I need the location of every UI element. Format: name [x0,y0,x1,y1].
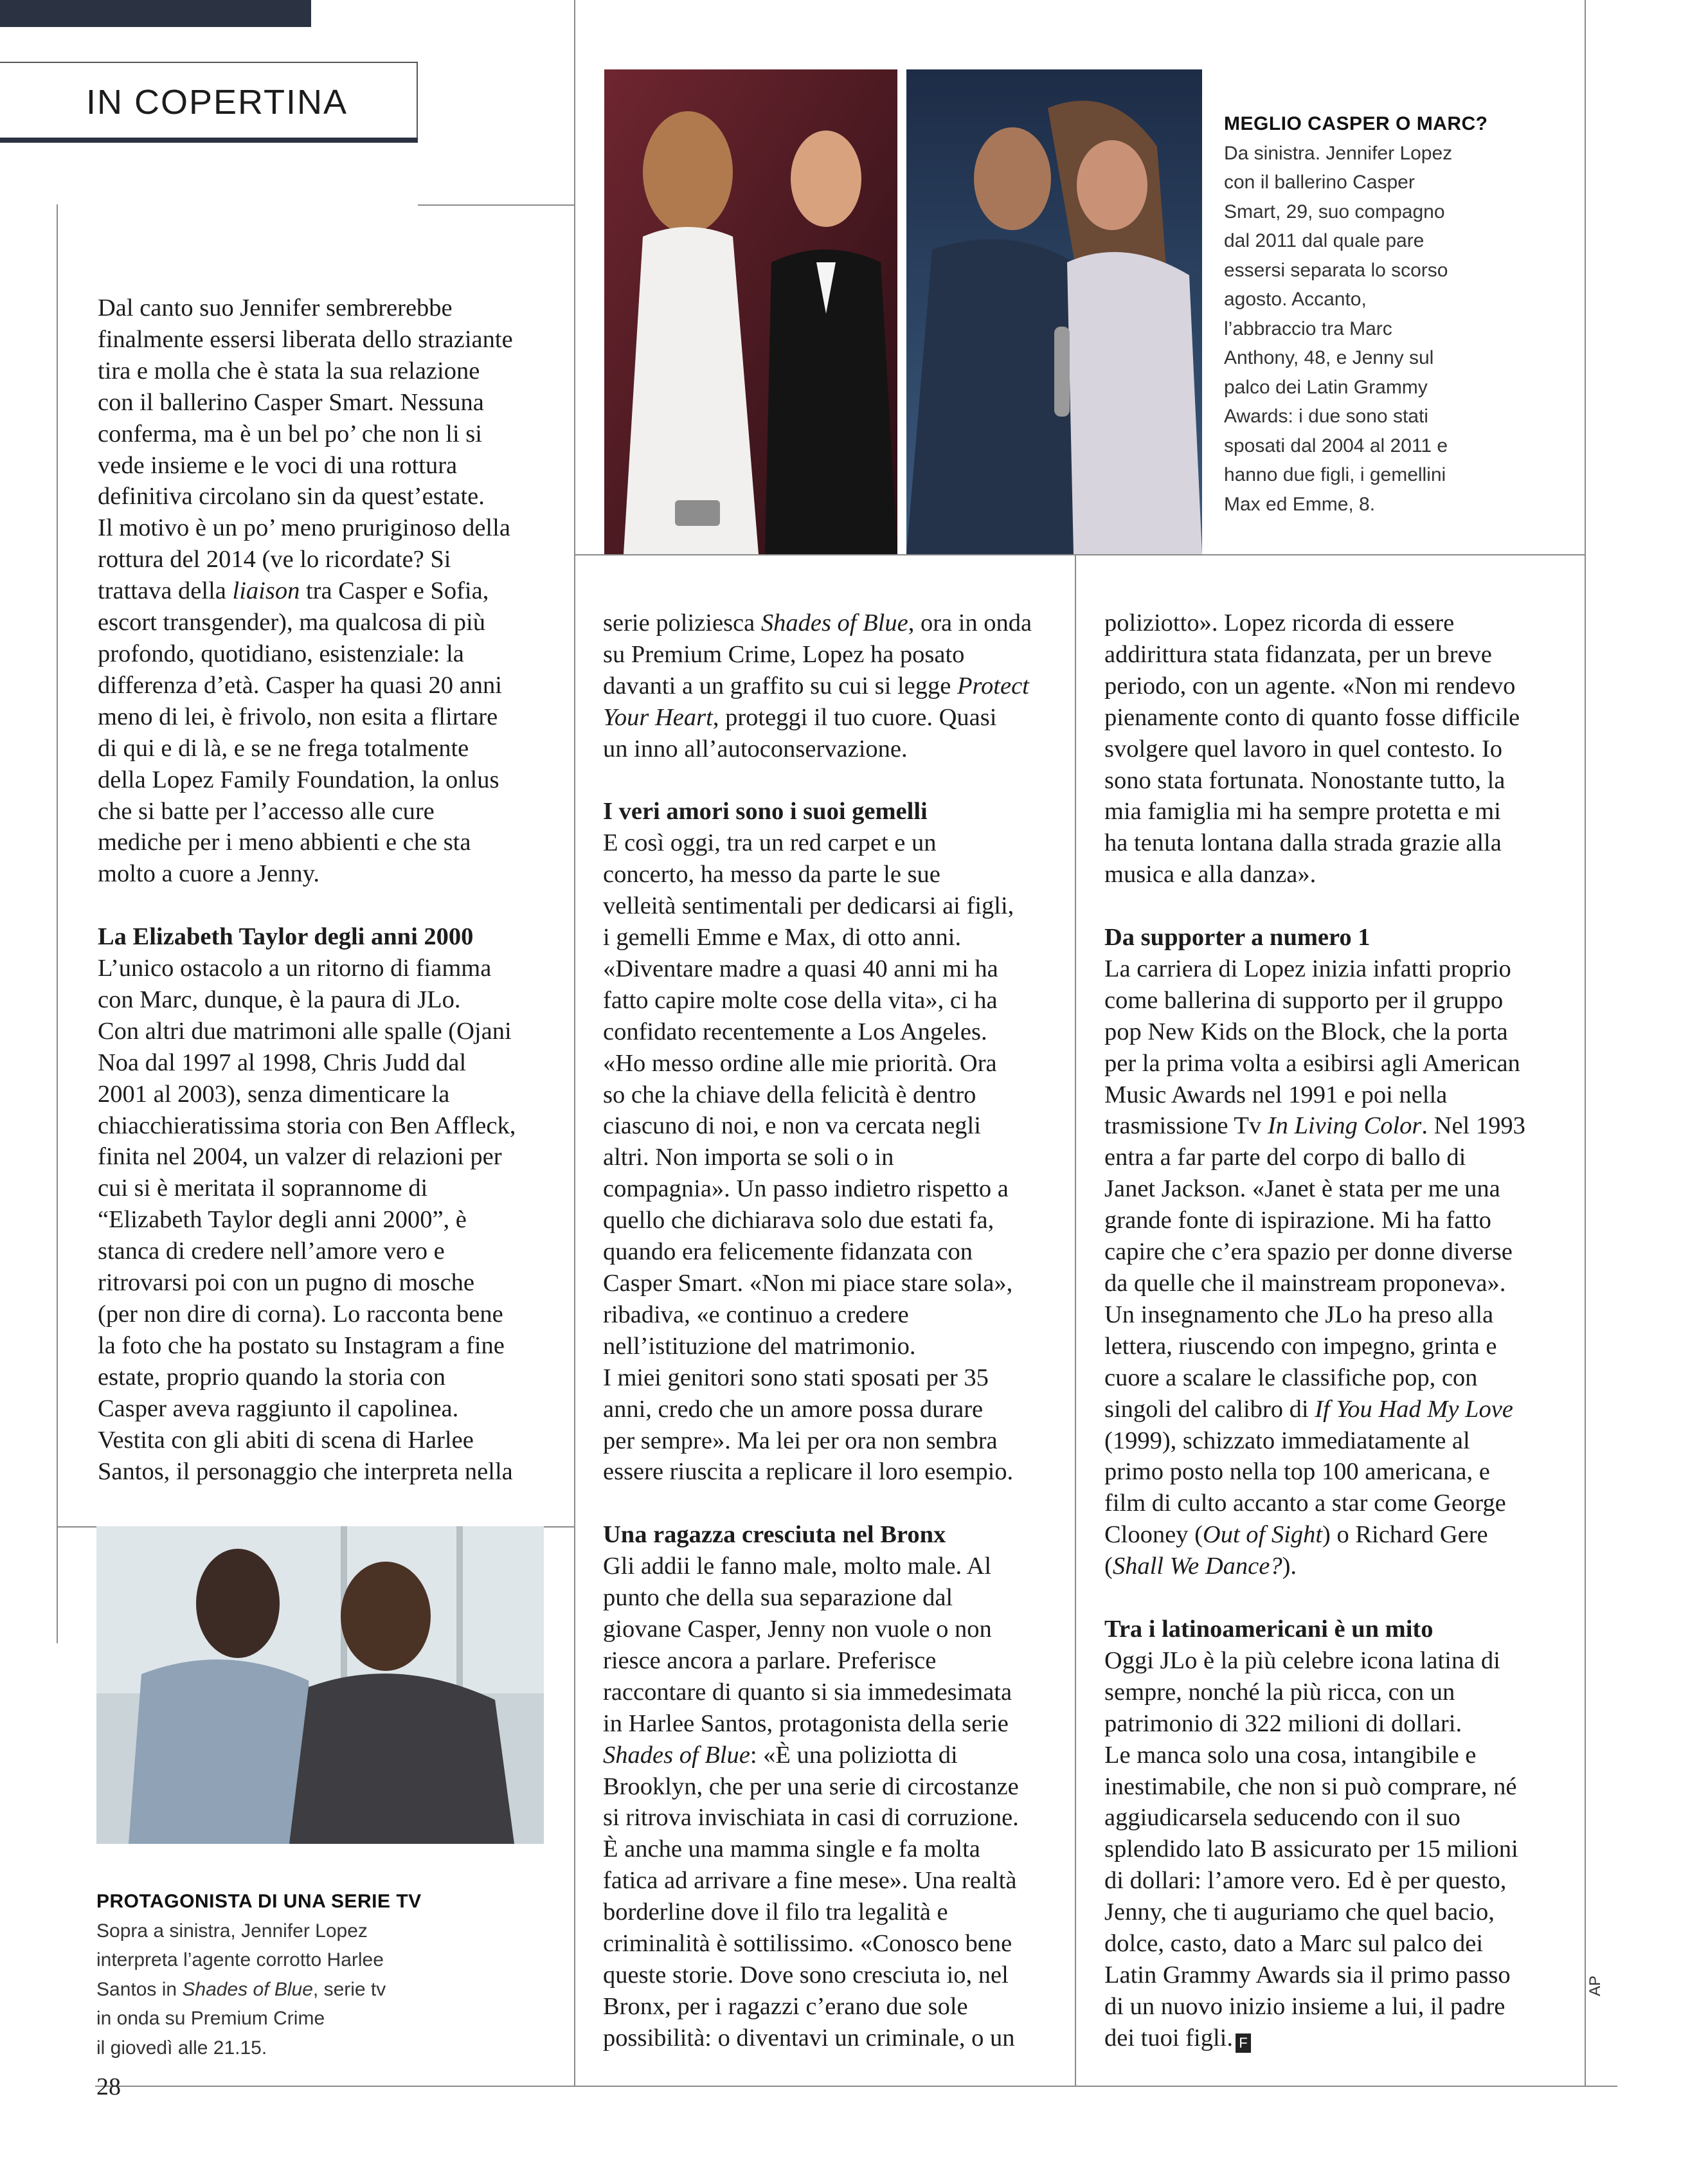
text-line [1104,1394,1567,1425]
text-line: un inno all’autoconservazione. [603,735,908,762]
text-line: confidato recentemente a Los Angeles. [603,1018,987,1045]
text-line: cuore a scalare le classifiche pop, con [1104,1364,1478,1391]
text-line [1104,1519,1567,1551]
column-divider-top [574,0,575,2086]
text-line: Con altri due matrimoni alle spalle (Ojani [98,1017,512,1045]
text-line: possibilità: o diventavi un criminale, o un [603,2024,1015,2051]
text-line: borderline dove il filo tra legalità e [603,1898,948,1926]
text-line: molto a cuore a Jenny. [98,860,319,888]
text-line: periodo, con un agente. «Non mi rendevo [1104,672,1516,699]
text-line: in Harlee Santos, protagonista della serie [603,1709,1009,1737]
text-line: splendido lato B assicurato per 15 milioni [1104,1835,1518,1863]
text-line: primo posto nella top 100 americana, e [1104,1458,1490,1486]
text-span: ) o Richard Gere [1322,1521,1488,1549]
text-line: capire che c’era spazio per donne diverse [1104,1238,1513,1266]
text-line: sono stata fortunata. Nonostante tutto, la [1104,766,1506,794]
text-line: di qui e di là, e se ne frega totalmente [98,734,469,762]
text-line: finita nel 2004, un valzer di relazioni per [98,1143,502,1171]
caption-meglio-casper-o-marc [1224,109,1571,519]
text-line: sempre, nonché la più ricca, con un [1104,1678,1455,1706]
text-line [98,575,558,607]
text-line: Il motivo è un po’ meno pruriginoso della [98,514,510,542]
text-span: : «È una poliziotta di [750,1741,958,1769]
text-line: Santos, il personaggio che interpreta nella [98,1457,513,1485]
text-line: addirittura stata fidanzata, per un breve [1104,640,1492,668]
text-line: Bronx, per i ragazzi c’erano due sole [603,1992,968,2020]
text-line: ciascuno di noi, e non va cercata negli [603,1112,981,1140]
subheading: Tra i latinoamericani è un mito [1104,1615,1434,1643]
text-line: finalmente essersi liberata dello straziante [98,325,513,353]
text-line: conferma, ma è un bel po’ che non li si [98,420,482,447]
text-line [603,608,1063,639]
section-label-box [0,62,418,139]
caption-text: Santos in [96,1978,183,2000]
text-line: rottura del 2014 (ve lo ricordate? Si [98,546,451,573]
caption-line: palco dei Latin Grammy [1224,376,1428,398]
caption-series-title: Shades of Blue [182,1978,313,2000]
text-line: profondo, quotidiano, esistenziale: la [98,640,464,667]
text-line: su Premium Crime, Lopez ha posato [603,640,965,668]
text-line: quello che dichiarava solo due estati fa, [603,1207,994,1234]
page-number: 28 [96,2073,121,2100]
text-line: criminalità è sottilissimo. «Conosco bene [603,1930,1012,1958]
text-line: mediche per i meno abbienti e che sta [98,829,471,856]
text-line: tira e molla che è stata la sua relazione [98,357,480,384]
caption-line: Da sinistra. Jennifer Lopez [1224,142,1453,164]
text-line: L’unico ostacolo a un ritorno di fiamma [98,955,492,982]
text-line: fatto capire molte cose della vita», ci ha [603,986,998,1014]
text-line: ritrovarsi poi con un pugno di mosche [98,1269,474,1297]
caption-title: PROTAGONISTA DI UNA SERIE TV [96,1891,422,1912]
caption-line: agosto. Accanto, [1224,289,1367,310]
text-line: differenza d’età. Casper ha quasi 20 anni [98,671,502,699]
text-line: punto che della sua separazione dal [603,1584,953,1612]
text-line: (per non dire di corna). Lo racconta bene [98,1300,503,1328]
text-line: “Elizabeth Taylor degli anni 2000”, è [98,1206,467,1234]
text-line [1104,2023,1567,2054]
text-line: essere riuscita a replicare il loro esempio. [603,1458,1014,1486]
text-span: tra Casper e Sofia, [300,577,489,605]
text-line: di un nuovo inizio insieme a lui, il padre [1104,1992,1506,2020]
paragraph [1104,953,1567,1582]
text-line: vede insieme e le voci di una rottura [98,451,458,479]
caption-line: interpreta l’agente corrotto Harlee [96,1949,384,1970]
text-line [603,671,1063,702]
text-line: compagnia». Un passo indietro rispetto a [603,1175,1009,1203]
film-title: Out of Sight [1202,1521,1323,1549]
text-line: velleità sentimentali per dedicarsi ai figli, [603,892,1014,920]
left-frame-rule [57,204,58,1643]
text-line: dolce, casto, dato a Marc sul palco dei [1104,1930,1484,1958]
text-line: della Lopez Family Foundation, la onlus [98,766,499,793]
text-line: fatica ad arrivare a fine mese». Una realtà [603,1867,1017,1895]
text-line: mia famiglia mi ha sempre protetta e mi [1104,798,1501,825]
text-line: escort transgender), ma qualcosa di più [98,609,485,636]
text-line [603,1740,1063,1771]
article-column-1 [98,293,558,1487]
text-span: dei tuoi figli. [1104,2024,1233,2051]
text-line: con il ballerino Casper Smart. Nessuna [98,388,484,416]
caption-line: Awards: i due sono stati [1224,406,1428,427]
text-line: Le manca solo una cosa, intangibile e [1104,1741,1477,1769]
text-line: per la prima volta a esibirsi agli American [1104,1049,1520,1077]
caption-protagonista-serie-tv [96,1887,559,2062]
caption-line: Anthony, 48, e Jenny sul [1224,347,1434,368]
text-line: Noa dal 1997 al 1998, Chris Judd dal [98,1049,467,1076]
left-frame-top-rule [418,204,575,206]
text-line: E così oggi, tra un red carpet e un [603,829,937,857]
article-column-3 [1104,608,1567,2054]
text-line: Jenny, che ti auguriamo che quel bacio, [1104,1898,1495,1926]
caption-line: con il ballerino Casper [1224,172,1415,193]
text-span: ( [1104,1553,1113,1580]
text-line: con Marc, dunque, è la paura di JLo. [98,986,461,1013]
text-line: entra a far parte del corpo di ballo di [1104,1144,1466,1171]
photo-credit: AP [1587,1975,1604,1996]
paragraph [603,1551,1063,2054]
subheading: La Elizabeth Taylor degli anni 2000 [98,923,474,951]
text-line: Dal canto suo Jennifer sembrerebbe [98,294,453,321]
caption-line: dal 2011 dal quale pare [1224,230,1425,251]
caption-line: essersi separata lo scorso [1224,259,1448,281]
paragraph [98,293,558,890]
column-divider-right [1075,554,1076,2086]
text-line: chiacchieratissima storia con Ben Affleck, [98,1112,516,1139]
section-label-underbar [0,138,418,143]
end-of-article-mark: F [1236,2033,1251,2053]
text-line: «Diventare madre a quasi 40 anni mi ha [603,955,998,982]
text-line: musica e alla danza». [1104,861,1317,888]
subheading: Una ragazza cresciuta nel Bronx [603,1521,946,1549]
photo-lopez-and-marc-anthony-hug [906,69,1202,554]
text-line [603,702,1063,734]
text-line: lettera, riuscendo con impegno, grinta e [1104,1332,1497,1360]
text-line: anni, credo che un amore possa durare [603,1395,984,1423]
text-line: definitiva circolano sin da quest’estate. [98,483,485,510]
caption-line: Max ed Emme, 8. [1224,493,1376,515]
photo-shades-of-blue-scene [96,1526,544,1844]
paragraph [603,608,1063,765]
text-line: La carriera di Lopez inizia infatti proprio [1104,955,1511,982]
text-line: estate, proprio quando la storia con [98,1363,445,1391]
text-line: (1999), schizzato immediatamente al [1104,1427,1470,1454]
text-line: Casper Smart. «Non mi piace stare sola», [603,1270,1013,1297]
header-color-band [0,0,311,27]
text-line: ribadiva, «e continuo a credere [603,1301,909,1328]
text-line [1104,1551,1567,1582]
text-line: «Ho messo ordine alle mie priorità. Ora [603,1049,997,1077]
text-line: svolgere quel lavoro in quel contesto. Io [1104,735,1503,762]
paragraph [1104,608,1567,890]
text-line: 2001 al 2003), senza dimenticare la [98,1080,450,1108]
text-line: per sempre». Ma lei per ora non sembra [603,1427,998,1454]
show-title: In Living Color [1267,1112,1422,1140]
text-line: ha tenuta lontana dalla strada grazie alla [1104,829,1502,857]
caption-line: in onda su Premium Crime [96,2008,325,2029]
text-span: singoli del calibro di [1104,1395,1315,1423]
article-column-2 [603,608,1063,2054]
text-line: I miei genitori sono stati sposati per 35 [603,1364,989,1391]
text-line: come ballerina di supporto per il gruppo [1104,986,1504,1014]
text-line: che si batte per l’accesso alle cure [98,797,435,825]
text-line: cui si è meritata il soprannome di [98,1175,428,1202]
film-title: Shall We Dance? [1112,1553,1282,1580]
text-line: Casper aveva raggiunto il capolinea. [98,1394,459,1422]
text-line: di dollari: l’amore vero. Ed è per questo, [1104,1867,1507,1895]
text-span: , proteggi il tuo cuore. Quasi [712,703,997,731]
text-line: inestimabile, che non si può comprare, né [1104,1772,1517,1800]
text-line: Brooklyn, che per una serie di circostanze [603,1772,1019,1800]
text-line: so che la chiave della felicità è dentro [603,1081,976,1108]
text-line: grande fonte di ispirazione. Mi ha fatto [1104,1207,1491,1234]
photo-lopez-and-casper-smart [604,69,897,554]
text-line: concerto, ha messo da parte le sue [603,861,940,888]
caption-line: Smart, 29, suo compagno [1224,201,1445,222]
text-span: davanti a un graffito su cui si legge [603,672,957,699]
text-line: aggiudicarsela seducendo con il suo [1104,1804,1461,1832]
subheading: Da supporter a numero 1 [1104,924,1371,951]
text-line: È anche una mamma single e fa molta [603,1835,980,1863]
text-span: ). [1282,1553,1297,1580]
text-span: Clooney ( [1104,1521,1203,1549]
song-title: If You Had My Love [1315,1395,1513,1423]
text-line: si ritrova invischiata in casi di corruzione. [603,1804,1019,1832]
section-title: IN COPERTINA [86,83,348,122]
caption-line [96,1975,559,2005]
text-line: Janet Jackson. «Janet è stata per me una [1104,1175,1500,1203]
text-span: trasmissione Tv [1104,1112,1268,1140]
text-line: raccontare di quanto si sia immedesimata [603,1678,1012,1706]
graffiti-quote: Your Heart [603,703,713,731]
text-line: nell’istituzione del matrimonio. [603,1332,916,1360]
text-line [1104,1110,1567,1142]
text-line: pop New Kids on the Block, che la porta [1104,1018,1508,1045]
text-line: Music Awards nel 1991 e poi nella [1104,1081,1448,1108]
text-line: queste storie. Dove sono cresciuta io, nel [603,1961,1009,1988]
text-span: serie poliziesca [603,609,761,636]
text-span: trattava della [98,577,233,605]
series-title: Shades of Blue [603,1741,750,1769]
text-line: film di culto accanto a star come George [1104,1490,1506,1517]
text-line: patrimonio di 322 milioni di dollari. [1104,1709,1462,1737]
text-line: riesce ancora a parlare. Preferisce [603,1646,937,1674]
italic-term: liaison [232,577,300,605]
text-line: Latin Grammy Awards sia il primo passo [1104,1961,1511,1988]
text-line: Un insegnamento che JLo ha preso alla [1104,1301,1494,1328]
caption-line: il giovedì alle 21.15. [96,2037,267,2059]
text-line: Gli addii le fanno male, molto male. Al [603,1553,992,1580]
caption-title: MEGLIO CASPER O MARC? [1224,113,1488,134]
text-line: giovane Casper, Jenny non vuole o non [603,1615,992,1643]
text-line: meno di lei, è frivolo, non esita a flirtare [98,703,498,730]
caption-line: hanno due figli, i gemellini [1224,464,1446,485]
caption-line: Sopra a sinistra, Jennifer Lopez [96,1920,368,1942]
text-line: da quelle che il mainstream proponeva». [1104,1270,1506,1297]
text-line: altri. Non importa se soli o in [603,1144,894,1171]
caption-text: , serie tv [312,1978,386,2000]
photo-row-bottom-rule [575,554,1585,555]
subheading: I veri amori sono i suoi gemelli [603,798,928,825]
text-line: la foto che ha postato su Instagram a fine [98,1331,505,1359]
graffiti-quote: Protect [957,672,1029,699]
text-line: stanca di credere nell’amore vero e [98,1238,445,1265]
text-span: , ora in onda [908,609,1032,636]
text-line: Vestita con gli abiti di scena di Harlee [98,1426,474,1454]
caption-line: l’abbraccio tra Marc [1224,318,1392,339]
text-line: pienamente conto di quanto fosse difficile [1104,703,1520,731]
paragraph [98,953,558,1487]
footer-rule [95,2086,1617,2087]
text-line: poliziotto». Lopez ricorda di essere [1104,609,1455,636]
text-line: Oggi JLo è la più celebre icona latina di [1104,1646,1500,1674]
text-line: i gemelli Emme e Max, di otto anni. [603,924,962,951]
series-title: Shades of Blue [760,609,908,636]
paragraph [1104,1645,1567,2054]
text-line: quando era felicemente fidanzata con [603,1238,973,1266]
paragraph [603,827,1063,1488]
caption-line: sposati dal 2004 al 2011 e [1224,435,1448,456]
right-margin-rule [1585,0,1586,2086]
text-span: . Nel 1993 [1421,1112,1525,1140]
